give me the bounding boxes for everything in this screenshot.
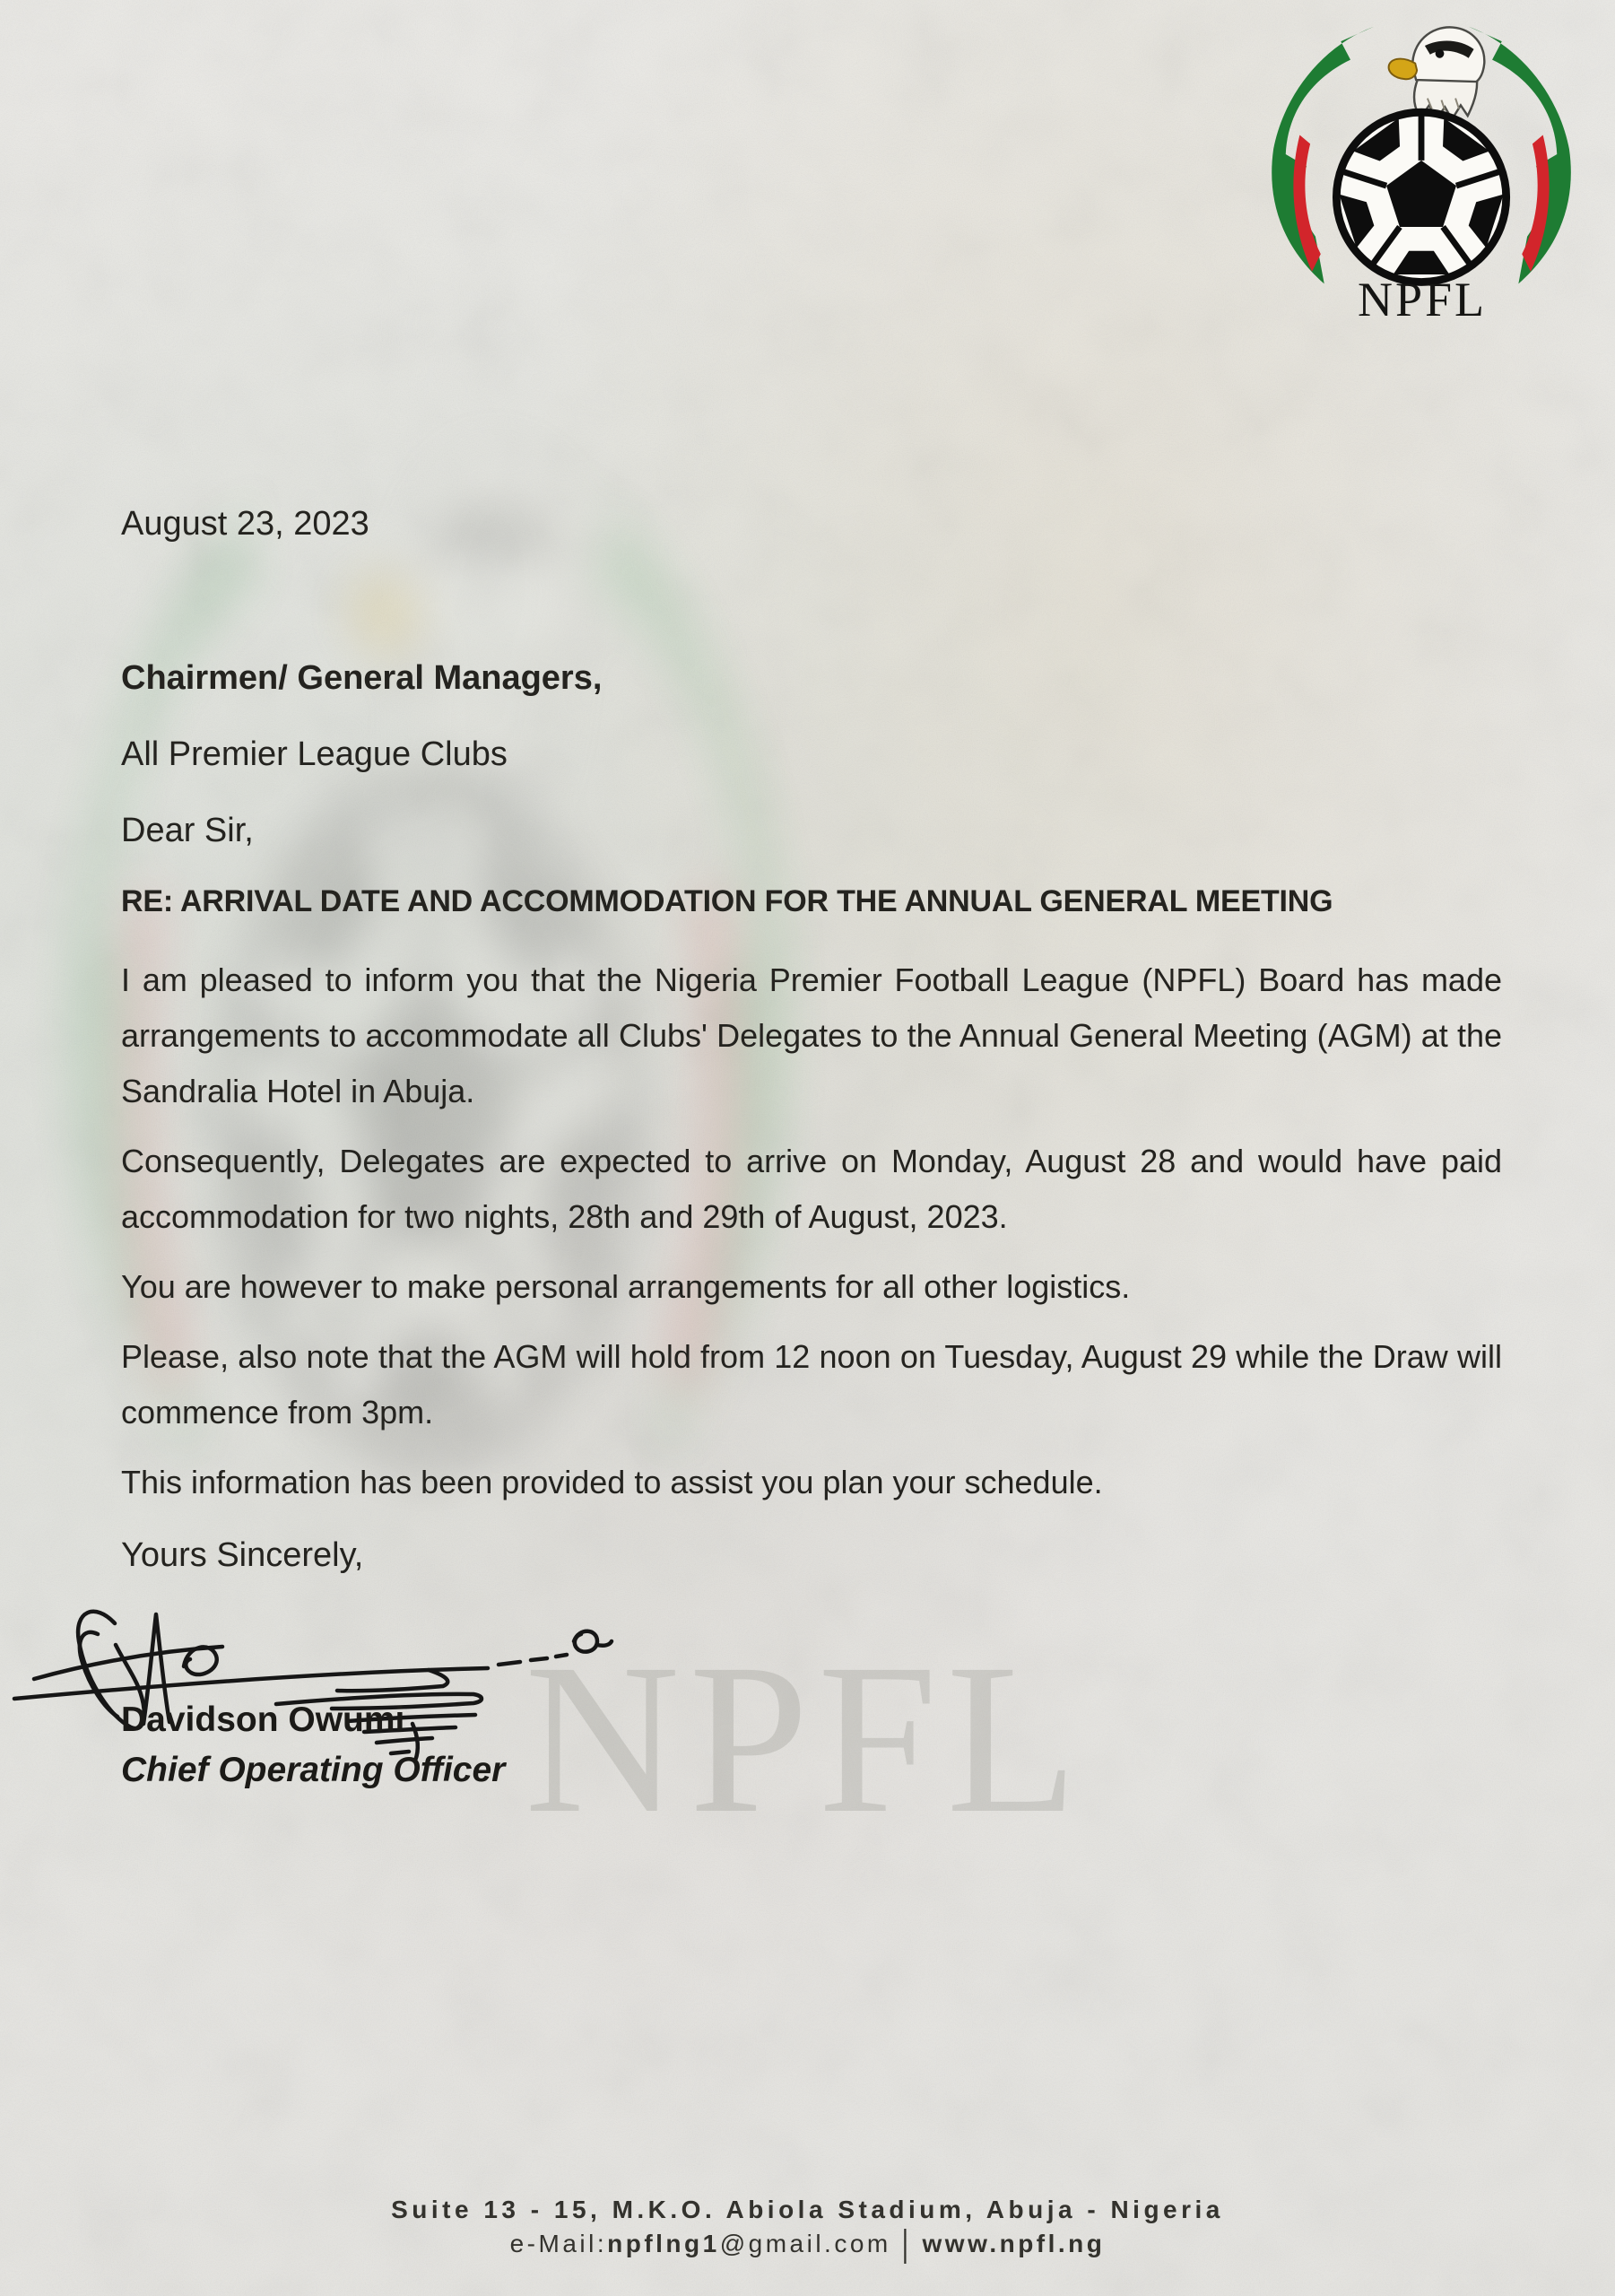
letter-date: August 23, 2023 [121, 505, 369, 543]
signer-title: Chief Operating Officer [121, 1751, 506, 1789]
npfl-crest-icon [1238, 11, 1606, 304]
salutation: Dear Sir, [121, 812, 254, 849]
footer [0, 2196, 1615, 2265]
signer-name: Davidson Owumi [121, 1700, 405, 1739]
subject-line: RE: ARRIVAL DATE AND ACCOMMODATION FOR THE ANNUAL GENERAL MEETING [121, 884, 1333, 918]
soccer-ball-icon [1336, 112, 1506, 282]
body-paragraph-2: Consequently, Delegates are expected to arrive on Monday, August 28 and would have paid accommodation for two nights, 28th and 29th of August, 2023. [121, 1143, 1502, 1235]
body-paragraph-4: Please, also note that the AGM will hold from 12 noon on Tuesday, August 29 while the Draw will commence from 3pm. [121, 1338, 1502, 1431]
footer-email-user: npflng1 [607, 2230, 720, 2257]
npfl-logo-label: NPFL [1357, 273, 1488, 326]
eagle-head-icon [1389, 27, 1485, 119]
watermark-npfl-text: NPFL [525, 1619, 1087, 1857]
recipient-line-2: All Premier League Clubs [121, 735, 508, 773]
closing: Yours Sincerely, [121, 1536, 364, 1574]
letter-body [121, 502, 1502, 1577]
recipient-line-1: Chairmen/ General Managers, [121, 659, 603, 697]
footer-address: Suite 13 - 15, M.K.O. Abiola Stadium, Abuja - Nigeria [391, 2196, 1224, 2223]
body-paragraph-3: You are however to make personal arrangements for all other logistics. [121, 1268, 1131, 1305]
footer-email-label: e-Mail: [509, 2230, 608, 2257]
body-paragraph-1: I am pleased to inform you that the Nigeria Premier Football League (NPFL) Board has made arrangements to accommodate all Clubs' Delegates to the Annual General Meeting (AGM) at the Sandralia Hotel in Abuja. [121, 961, 1502, 1109]
footer-contact [0, 2222, 1615, 2265]
body-paragraph-5: This information has been provided to assist you plan your schedule. [121, 1464, 1103, 1500]
footer-website: www.npfl.ng [922, 2230, 1106, 2257]
footer-email-domain: @gmail.com [719, 2230, 891, 2257]
npfl-logo [1238, 11, 1606, 327]
footer-separator: | [901, 2222, 912, 2265]
